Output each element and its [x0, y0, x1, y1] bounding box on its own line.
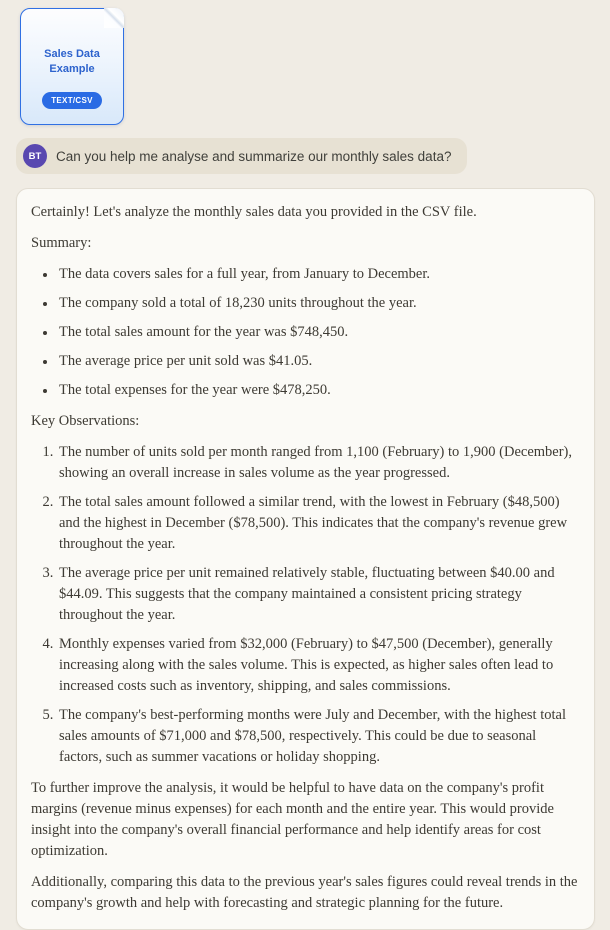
user-message-bubble — [16, 138, 467, 174]
attachment-file-card[interactable] — [20, 8, 124, 125]
attachment-filetype-badge: TEXT/CSV — [42, 92, 102, 109]
summary-heading: Summary: — [31, 235, 92, 252]
summary-item: • The average price per unit sold was $41.05. — [57, 351, 578, 372]
closing-paragraph: Additionally, comparing this data to the previous year's sales figures could reveal trends in the company's growth and help with forecasting and strategic planning for the future. — [31, 874, 578, 912]
closing-paragraph: To further improve the analysis, it would be helpful to have data on the company's profit margins (revenue minus expenses) for each month and the entire year. This would provide insight into the company's overall financial performance and help identify areas for cost optimization. — [31, 780, 554, 860]
user-message-text: Can you help me analyse and summarize our monthly sales data? — [56, 148, 452, 164]
observations-list — [31, 442, 578, 768]
attachment-title-line1: Sales Data — [44, 48, 100, 60]
user-message-row — [16, 138, 610, 174]
summary-item: • The total sales amount for the year was $748,450. — [57, 322, 578, 343]
summary-item: • The company sold a total of 18,230 units throughout the year. — [57, 293, 578, 314]
summary-list — [31, 264, 578, 401]
attachment-title-line2: Example — [49, 62, 95, 75]
summary-item: • The total expenses for the year were $478,250. — [57, 380, 578, 401]
attachment-title — [44, 47, 100, 77]
assistant-intro: Certainly! Let's analyze the monthly sales data you provided in the CSV file. — [31, 204, 477, 220]
page-fold-corner-icon — [104, 8, 124, 28]
assistant-response-card — [16, 188, 595, 930]
observation-item: 5. The company's best-performing months were July and December, with the highest total sales amounts of $71,000 and $78,500, respectively. This could be due to seasonal factors, such as summer vacations or holiday shopping. — [57, 705, 578, 768]
summary-item: • The data covers sales for a full year, from January to December. — [57, 264, 578, 285]
observation-item: 2. The total sales amount followed a similar trend, with the lowest in February ($48,500) and the highest in December ($78,500). This indicates that the company's revenue grew throughout the year. — [57, 492, 578, 555]
observation-item: 1. The number of units sold per month ranged from 1,100 (February) to 1,900 (December), showing an overall increase in sales volume as the year progressed. — [57, 442, 578, 484]
observation-item: 4. Monthly expenses varied from $32,000 (February) to $47,500 (December), generally increasing along with the sales volume. This is expected, as higher sales often lead to increased costs such as inventory, shipping, and sales commissions. — [57, 634, 578, 697]
user-avatar: BT — [23, 144, 47, 168]
observation-item: 3. The average price per unit remained relatively stable, fluctuating between $40.00 and $44.09. This suggests that the company maintained a consistent pricing strategy throughout the year. — [57, 563, 578, 626]
observations-heading: Key Observations: — [31, 413, 140, 430]
